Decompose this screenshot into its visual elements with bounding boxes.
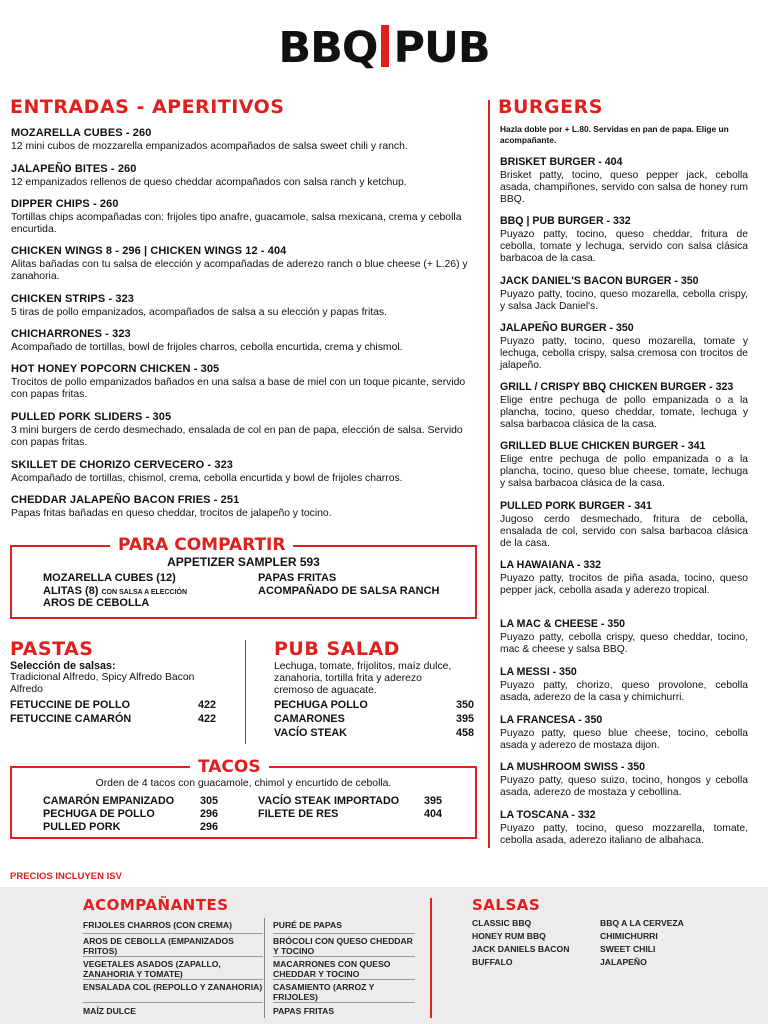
pastas-intro: Tradicional Alfredo, Spicy Alfredo Bacon Alfredo xyxy=(10,672,195,695)
divider xyxy=(83,956,263,957)
side-item: MACARRONES CON QUESO CHEDDAR Y TOCINO xyxy=(273,959,391,979)
divider xyxy=(273,933,415,934)
sides-divider xyxy=(264,918,265,1018)
item-desc: 12 mini cubos de mozzarella empanizados acompañados de salsa sweet chili y ranch. xyxy=(11,141,408,152)
menu-item xyxy=(11,127,481,153)
salsa-item: HONEY RUM BBQ xyxy=(472,931,546,941)
item-desc: 12 empanizados rellenos de queso cheddar acompañados con salsa ranch y ketchup. xyxy=(11,177,407,188)
burger-item xyxy=(500,156,748,206)
item-desc: Tortillas chips acompañadas con: frijoles tipo anafre, guacamole, salsa mexicana, crema y cebolla encurtida. xyxy=(11,212,462,235)
salad-price: 395 xyxy=(456,713,475,725)
item-desc: 3 mini burgers de cerdo desmechado, ensalada de col en pan de papa, elección de salsa. Servido con papas fritas. xyxy=(11,425,463,448)
logo-bbq: BBQ xyxy=(278,23,378,73)
side-item: ENSALADA COL (REPOLLO Y ZANAHORIA) xyxy=(83,982,263,992)
menu-item xyxy=(11,459,481,485)
burger-item xyxy=(500,618,748,656)
burger-desc: Puyazo patty, queso blue cheese, tocino, cebolla asada y aderezo de mostaza dijon. xyxy=(500,728,748,751)
acompanantes-title: ACOMPAÑANTES xyxy=(83,896,229,914)
burger-desc: Elige entre pechuga de pollo empanizada o a la plancha, tocino, queso blue cheese, tomate, lechuga y salsa barbacoa clásica de la casa. xyxy=(500,454,748,489)
burger-desc: Elige entre pechuga de pollo empanizada o a la plancha, tocino, queso cheddar, tomate, lechuga y salsa barbacoa clásica de la casa. xyxy=(500,395,748,430)
pasta-name: FETUCCINE CAMARÓN xyxy=(10,713,132,725)
salad-desc: Lechuga, tomate, frijolitos, maíz dulce, zanahoria, tortilla frita y aderezo cremoso de aguacate. xyxy=(274,661,452,696)
tacos-desc: Orden de 4 tacos con guacamole, chimol y encurtido de cebolla. xyxy=(95,778,392,789)
sampler-item: MOZARELLA CUBES (12) xyxy=(43,572,176,584)
burger-item xyxy=(500,666,748,704)
burger-desc: Brisket patty, tocino, queso pepper jack, cebolla asada, champiñones, servido con salsa de honey rum BBQ. xyxy=(500,170,748,205)
salad-name: CAMARONES xyxy=(274,713,345,725)
salad-name: VACÍO STEAK xyxy=(274,727,347,739)
menu-item xyxy=(11,198,481,236)
burger-name: BBQ | PUB BURGER - 332 xyxy=(500,215,631,227)
divider xyxy=(273,1002,415,1003)
burger-desc: Puyazo patty, tocino, queso cheddar, fritura de cebolla, tomate y lechuga, servido con salsa clásica barbacoa de la casa. xyxy=(500,229,748,264)
burger-name: LA TOSCANA - 332 xyxy=(500,809,596,821)
item-desc: Acompañado de tortillas, bowl de frijoles charros, cebolla encurtida, crema y chismol. xyxy=(11,342,403,353)
menu-item xyxy=(11,363,481,401)
side-item: MAÍZ DULCE xyxy=(83,1006,136,1016)
burger-desc: Jugoso cerdo desmechado, fritura de cebolla, ensalada de col, servido con salsa barbacoa clásica de la casa. xyxy=(500,514,748,549)
tacos-title: TACOS xyxy=(190,757,269,777)
burger-name: JACK DANIEL'S BACON BURGER - 350 xyxy=(500,275,699,287)
salsa-item: CHIMICHURRI xyxy=(600,931,658,941)
burger-item xyxy=(500,381,748,431)
burger-desc: Puyazo patty, queso suizo, tocino, hongos y cebolla asada, aderezo de mostaza y cebollina. xyxy=(500,775,748,798)
burgers-note: Hazla doble por + L.80. Servidas en pan de papa. Elige un acompañante. xyxy=(500,124,729,145)
burger-desc: Puyazo patty, tocino, queso mozzarella, tomate, cebolla asada, aderezo italiano de albahaca. xyxy=(500,823,748,846)
salsas-divider xyxy=(430,898,432,1018)
item-desc: Alitas bañadas con tu salsa de elección y acompañadas de aderezo ranch o blue cheese (+ L.26) y zanahoria. xyxy=(11,259,468,282)
burger-item xyxy=(500,809,748,847)
sampler-item: PAPAS FRITAS xyxy=(258,572,337,584)
taco-name: CAMARÓN EMPANIZADO xyxy=(43,795,175,807)
burger-name: JALAPEÑO BURGER - 350 xyxy=(500,322,634,334)
side-item: CASAMIENTO (ARROZ Y FRIJOLES) xyxy=(273,982,375,1002)
item-desc: 5 tiras de pollo empanizados, acompañados de salsa a su elección y papas fritas. xyxy=(11,307,388,318)
burger-desc: Puyazo patty, chorizo, queso provolone, cebolla asada, aderezo de la casa y chimichurri. xyxy=(500,680,748,703)
burger-item xyxy=(500,714,748,752)
item-name: SKILLET DE CHORIZO CERVECERO - 323 xyxy=(11,459,234,471)
menu-item xyxy=(11,494,481,520)
taco-price: 296 xyxy=(200,808,219,820)
item-name: CHICKEN WINGS 8 - 296 | CHICKEN WINGS 12 - 404 xyxy=(11,245,287,257)
burger-desc: Puyazo patty, tocino, queso mozarella, tomate y lechuga, cebolla crispy, salsa cremosa con trocitos de jalapeño. xyxy=(500,336,748,371)
burger-desc: Puyazo patty, tocino, queso mozarella, cebolla crispy, y salsa Jack Daniel's. xyxy=(500,289,748,312)
divider xyxy=(83,933,263,934)
divider xyxy=(83,1002,263,1003)
menu-item xyxy=(11,245,481,283)
compartir-title: PARA COMPARTIR xyxy=(110,535,293,555)
column-divider xyxy=(488,100,490,848)
side-item: VEGETALES ASADOS (ZAPALLO, ZANAHORIA Y TOMATE) xyxy=(83,959,221,979)
burger-item xyxy=(500,761,748,799)
item-name: HOT HONEY POPCORN CHICKEN - 305 xyxy=(11,363,220,375)
pasta-name: FETUCCINE DE POLLO xyxy=(10,699,130,711)
pastas-divider xyxy=(245,640,246,744)
side-item: BRÓCOLI CON QUESO CHEDDAR Y TOCINO xyxy=(273,936,413,956)
item-name: PULLED PORK SLIDERS - 305 xyxy=(11,411,172,423)
item-desc: Trocitos de pollo empanizados bañados en una salsa a base de miel con un toque picante, servido con papas fritas. xyxy=(11,377,466,400)
taco-name: PECHUGA DE POLLO xyxy=(43,808,155,820)
salsa-item: BBQ A LA CERVEZA xyxy=(600,918,684,928)
burger-desc: Puyazo patty, cebolla crispy, queso cheddar, tocino, mac & cheese y salsa BBQ. xyxy=(500,632,748,655)
menu-item xyxy=(11,163,481,189)
burger-item xyxy=(500,500,748,550)
taco-price: 404 xyxy=(424,808,443,820)
pasta-price: 422 xyxy=(198,713,217,725)
side-item: PURÉ DE PAPAS xyxy=(273,920,342,930)
taco-name: PULLED PORK xyxy=(43,821,121,833)
menu-item xyxy=(11,293,481,319)
salsa-item: JACK DANIELS BACON xyxy=(472,944,570,954)
burgers-title: BURGERS xyxy=(498,96,603,118)
salsas-title: SALSAS xyxy=(472,896,541,914)
sampler-title: APPETIZER SAMPLER 593 xyxy=(167,555,320,569)
sampler-item-name: ALITAS (8) xyxy=(43,585,99,597)
divider xyxy=(273,979,415,980)
side-item: PAPAS FRITAS xyxy=(273,1006,335,1016)
item-name: JALAPEÑO BITES - 260 xyxy=(11,163,137,175)
burger-name: LA FRANCESA - 350 xyxy=(500,714,603,726)
item-name: CHICKEN STRIPS - 323 xyxy=(11,293,135,305)
taco-price: 305 xyxy=(200,795,219,807)
burger-name: PULLED PORK BURGER - 341 xyxy=(500,500,652,512)
salad-price: 350 xyxy=(456,699,475,711)
pasta-price: 422 xyxy=(198,699,217,711)
salsa-item: BUFFALO xyxy=(472,957,513,967)
burger-item xyxy=(500,440,748,490)
taco-name: FILETE DE RES xyxy=(258,808,339,820)
salsa-item: CLASSIC BBQ xyxy=(472,918,532,928)
salsa-item: SWEET CHILI xyxy=(600,944,656,954)
logo-divider xyxy=(381,25,389,67)
burger-name: GRILLED BLUE CHICKEN BURGER - 341 xyxy=(500,440,706,452)
side-item: FRIJOLES CHARROS (CON CREMA) xyxy=(83,920,232,930)
item-name: DIPPER CHIPS - 260 xyxy=(11,198,119,210)
taco-name: VACÍO STEAK IMPORTADO xyxy=(258,795,400,807)
item-name: MOZARELLA CUBES - 260 xyxy=(11,127,152,139)
burger-item xyxy=(500,275,748,313)
taco-price: 395 xyxy=(424,795,443,807)
divider xyxy=(273,956,415,957)
burger-name: LA MAC & CHEESE - 350 xyxy=(500,618,625,630)
pastas-intro-head: Selección de salsas: xyxy=(10,660,116,672)
entradas-title: ENTRADAS - APERITIVOS xyxy=(10,96,285,118)
menu-item xyxy=(11,328,481,354)
burger-item xyxy=(500,559,748,597)
burger-name: GRILL / CRISPY BBQ CHICKEN BURGER - 323 xyxy=(500,381,734,393)
sampler-item-note: CON SALSA A ELECCIÓN xyxy=(101,589,188,596)
salsa-item: JALAPEÑO xyxy=(600,957,647,967)
burger-name: LA HAWAIANA - 332 xyxy=(500,559,602,571)
burger-item xyxy=(500,215,748,265)
burger-name: LA MUSHROOM SWISS - 350 xyxy=(500,761,645,773)
precios-note: PRECIOS INCLUYEN ISV xyxy=(10,871,122,882)
salad-name: PECHUGA POLLO xyxy=(274,699,368,711)
salad-price: 458 xyxy=(456,727,475,739)
burger-desc: Puyazo patty, trocitos de piña asada, tocino, queso pepper jack, cebolla asada y aderezo tropical. xyxy=(500,573,748,596)
side-item: AROS DE CEBOLLA (EMPANIZADOS FRITOS) xyxy=(83,936,234,956)
menu-item xyxy=(11,411,481,449)
pastas-title: PASTAS xyxy=(10,638,94,660)
item-desc: Papas fritas bañadas en queso cheddar, trocitos de jalapeño y tocino. xyxy=(11,508,332,519)
taco-price: 296 xyxy=(200,821,219,833)
sampler-item: AROS DE CEBOLLA xyxy=(43,597,150,609)
sampler-item: ACOMPAÑADO DE SALSA RANCH xyxy=(258,585,440,597)
burger-item xyxy=(500,322,748,372)
item-desc: Acompañado de tortillas, chismol, crema, cebolla encurtida y bowl de frijoles charros. xyxy=(11,473,403,484)
item-name: CHEDDAR JALAPEÑO BACON FRIES - 251 xyxy=(11,494,240,506)
item-name: CHICHARRONES - 323 xyxy=(11,328,131,340)
divider xyxy=(83,979,263,980)
burger-name: BRISKET BURGER - 404 xyxy=(500,156,623,168)
salad-title: PUB SALAD xyxy=(274,638,400,660)
logo xyxy=(0,22,768,74)
burger-name: LA MESSI - 350 xyxy=(500,666,577,678)
logo-pub: PUB xyxy=(393,23,490,73)
